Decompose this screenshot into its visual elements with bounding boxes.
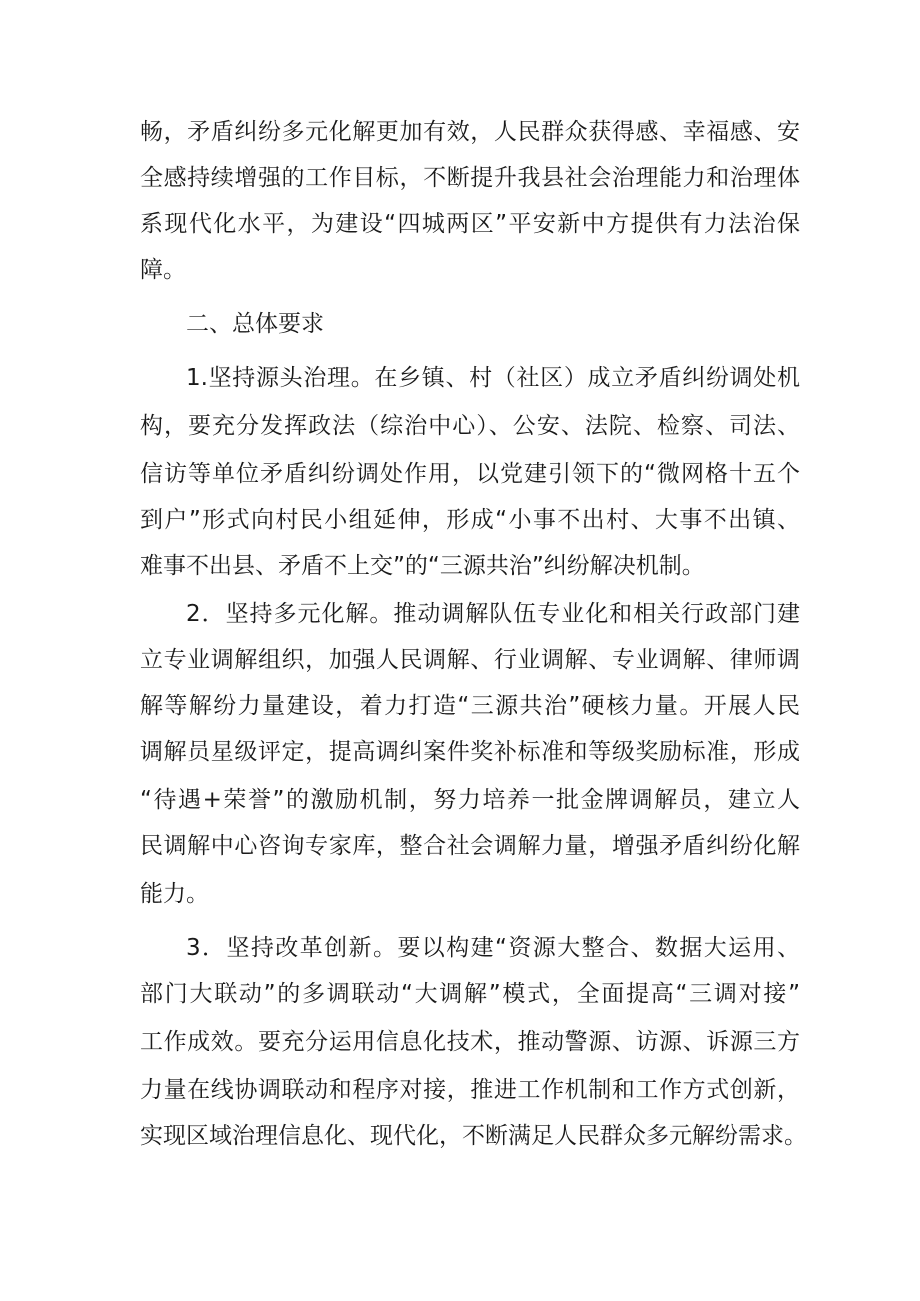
intro-line-3: 系现代化水平，为建设“四城两区”平安新中方提供有力法治保 [140, 211, 800, 237]
item2-line-6: 民调解中心咨询专家库，整合社会调解力量，增强矛盾纠纷化解 [140, 833, 800, 859]
item1-line-1: 1.坚持源头治理。在乡镇、村（社区）成立矛盾纠纷调处机 [186, 365, 800, 391]
item2-line-5: “待遇+荣誉”的激励机制，努力培养一批金牌调解员，建立人 [140, 787, 800, 813]
intro-line-4: 障。 [140, 257, 186, 283]
item2-line-2: 立专业调解组织，加强人民调解、行业调解、专业调解、律师调 [140, 647, 800, 673]
item2-line-7: 能力。 [140, 881, 209, 907]
intro-line-2: 全感持续增强的工作目标，不断提升我县社会治理能力和治理体 [140, 165, 800, 191]
item1-line-3: 信访等单位矛盾纠纷调处作用，以党建引领下的“微网格十五个 [140, 461, 800, 487]
item2-line-4: 调解员星级评定，提高调纠案件奖补标准和等级奖励标准，形成 [140, 739, 800, 765]
item1-line-5: 难事不出县、矛盾不上交”的“三源共治”纠纷解决机制。 [140, 553, 705, 579]
item2-line-3: 解等解纷力量建设，着力打造“三源共治”硬核力量。开展人民 [140, 693, 800, 719]
item3-line-3: 工作成效。要充分运用信息化技术，推动警源、访源、诉源三方 [140, 1029, 800, 1055]
item1-line-2: 构，要充分发挥政法（综治中心）、公安、法院、检察、司法、 [140, 413, 800, 439]
item2-line-1: 2．坚持多元化解。推动调解队伍专业化和相关行政部门建 [186, 601, 800, 627]
item1-line-4: 到户”形式向村民小组延伸，形成“小事不出村、大事不出镇、 [140, 507, 800, 533]
item3-line-1: 3．坚持改革创新。要以构建“资源大整合、数据大运用、 [186, 935, 800, 961]
item3-line-2: 部门大联动”的多调联动“大调解”模式，全面提高“三调对接” [140, 981, 800, 1007]
intro-line-1: 畅，矛盾纠纷多元化解更加有效，人民群众获得感、幸福感、安 [140, 119, 800, 145]
item3-line-5: 实现区域治理信息化、现代化，不断满足人民群众多元解纷需求。 [140, 1123, 807, 1149]
section-heading: 二、总体要求 [186, 311, 324, 337]
item3-line-4: 力量在线协调联动和程序对接，推进工作机制和工作方式创新， [140, 1077, 800, 1103]
